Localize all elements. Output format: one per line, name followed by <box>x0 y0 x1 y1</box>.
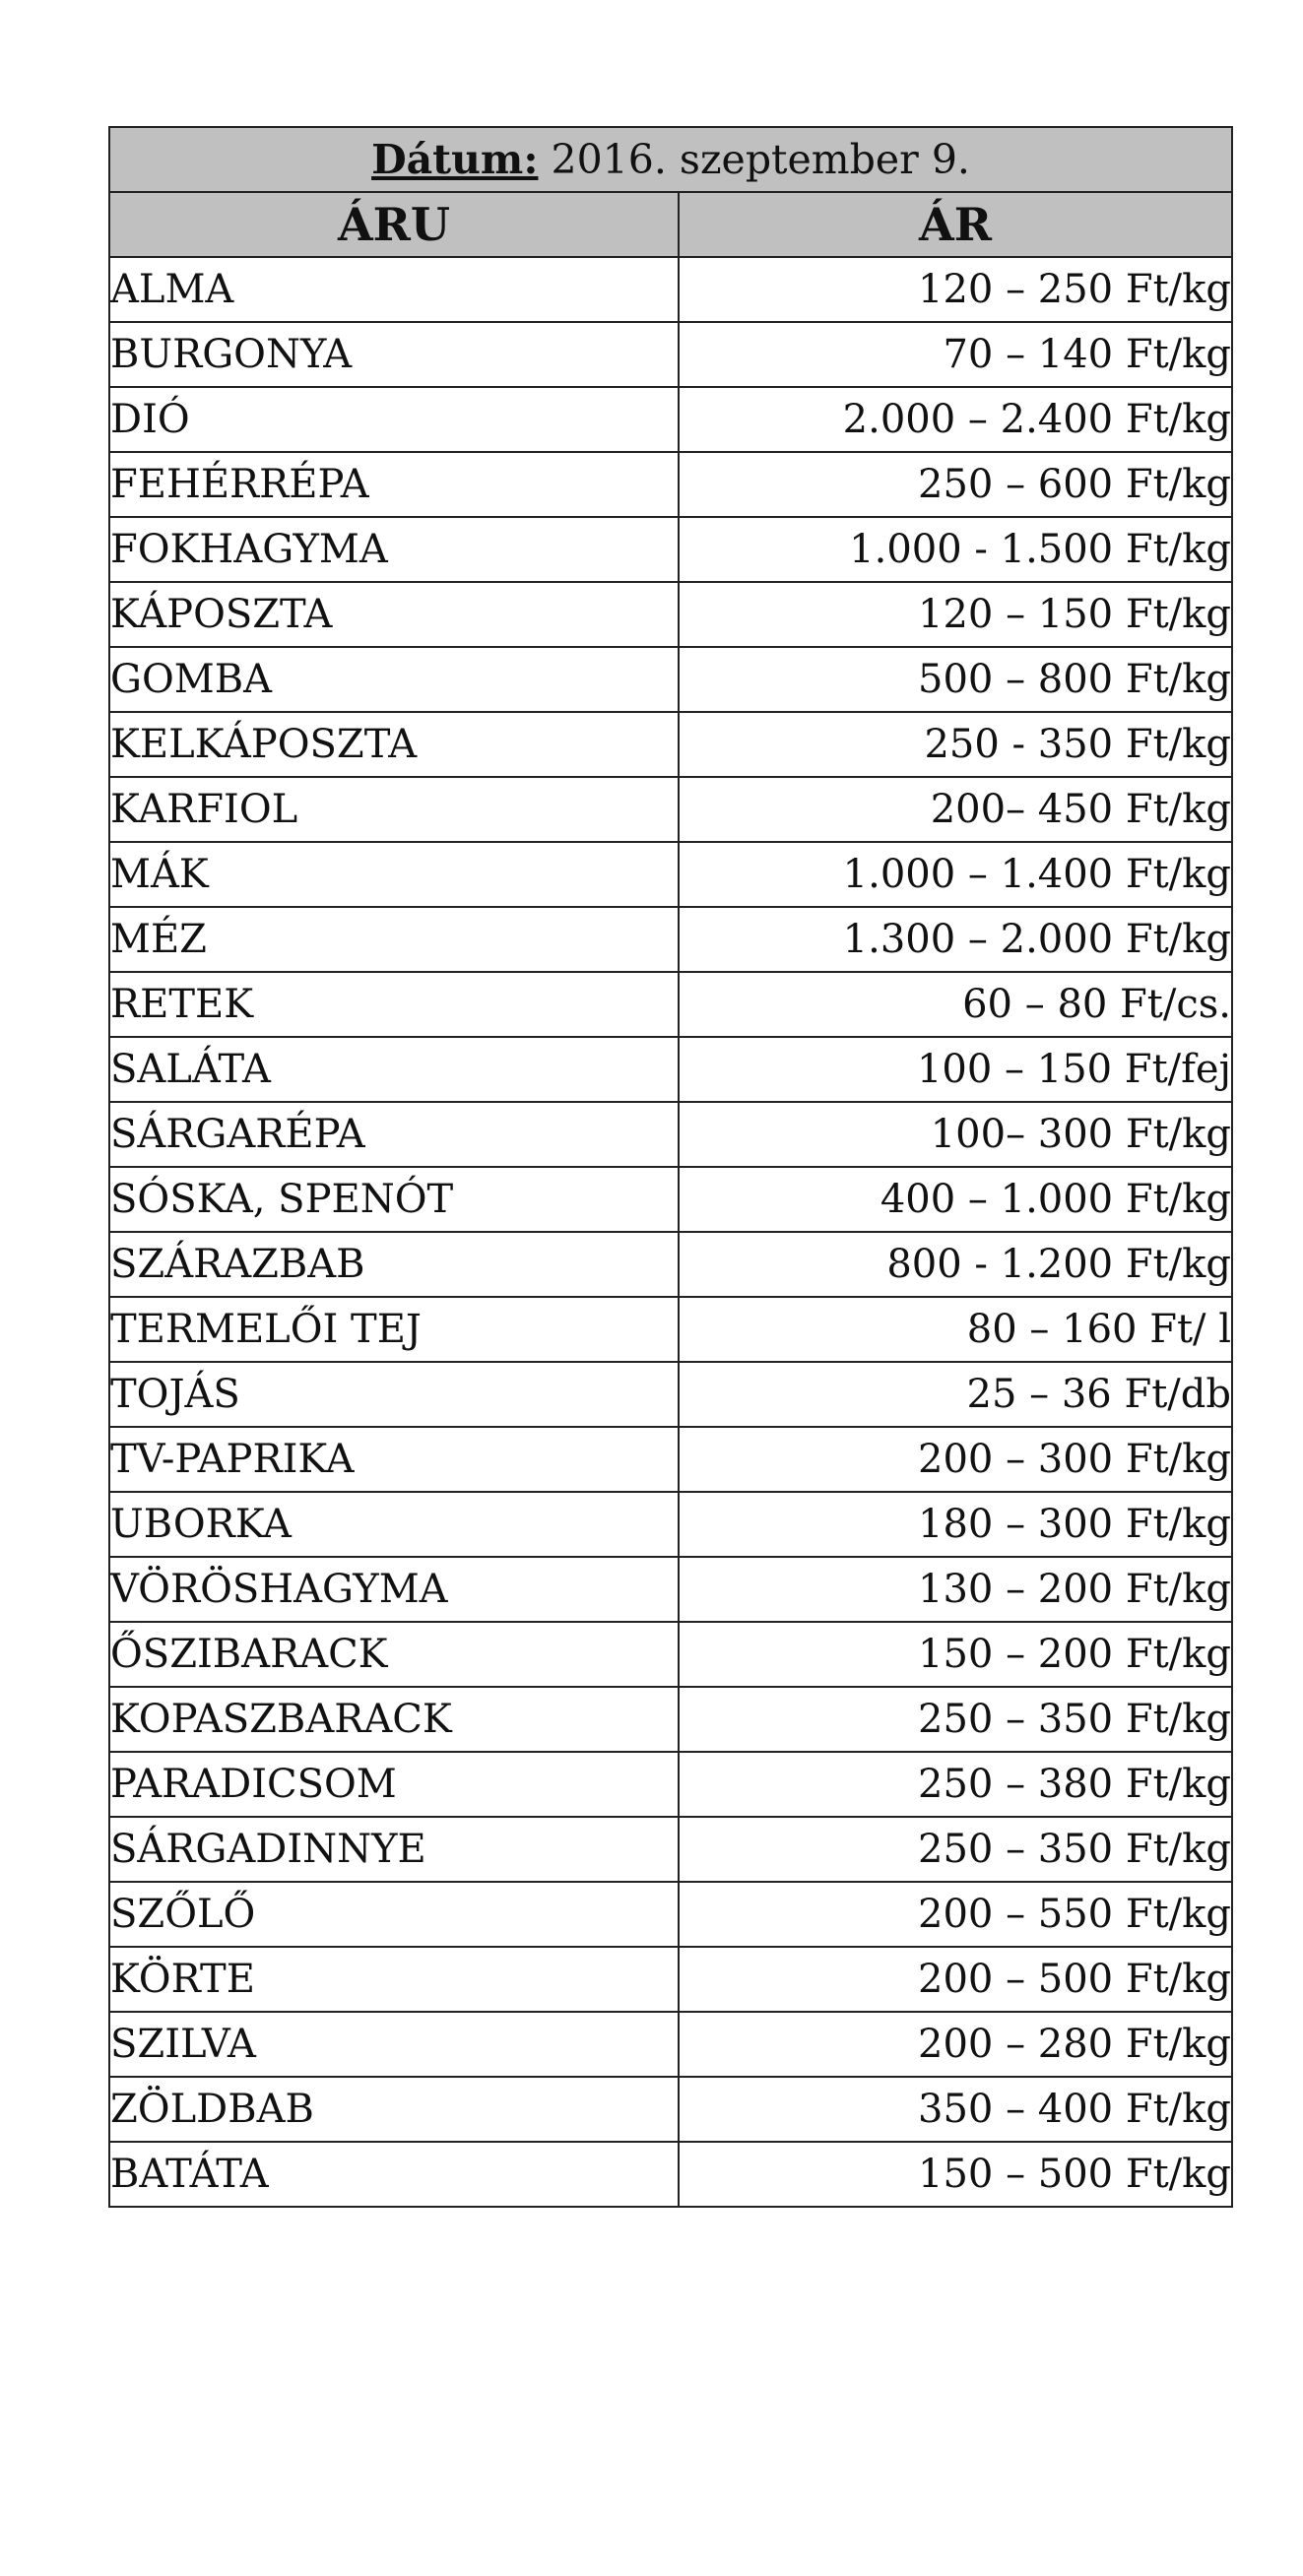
item-price-cell: 200 – 300 Ft/kg <box>679 1427 1232 1492</box>
item-price-cell: 200 – 280 Ft/kg <box>679 2012 1232 2077</box>
table-row <box>109 2012 1232 2077</box>
table-row <box>109 1167 1232 1232</box>
item-name-cell: BURGONYA <box>109 322 679 387</box>
item-name-cell: FEHÉRRÉPA <box>109 452 679 517</box>
item-name-cell: ALMA <box>109 257 679 322</box>
item-name-cell: SÁRGADINNYE <box>109 1817 679 1882</box>
item-price-cell: 1.300 – 2.000 Ft/kg <box>679 907 1232 972</box>
date-value: 2016. szeptember 9. <box>551 136 970 183</box>
table-row <box>109 322 1232 387</box>
item-name-cell: SZÁRAZBAB <box>109 1232 679 1297</box>
item-price-cell: 180 – 300 Ft/kg <box>679 1492 1232 1557</box>
item-price-cell: 200 – 500 Ft/kg <box>679 1947 1232 2012</box>
table-row <box>109 1037 1232 1102</box>
item-price-cell: 60 – 80 Ft/cs. <box>679 972 1232 1037</box>
item-price-cell: 1.000 - 1.500 Ft/kg <box>679 517 1232 582</box>
item-price-cell: 120 – 150 Ft/kg <box>679 582 1232 647</box>
item-price-cell: 250 – 350 Ft/kg <box>679 1817 1232 1882</box>
item-name-cell: MÉZ <box>109 907 679 972</box>
item-price-cell: 70 – 140 Ft/kg <box>679 322 1232 387</box>
item-price-cell: 150 – 500 Ft/kg <box>679 2142 1232 2207</box>
item-price-cell: 100 – 150 Ft/fej <box>679 1037 1232 1102</box>
item-price-cell: 250 – 350 Ft/kg <box>679 1687 1232 1752</box>
table-row <box>109 1232 1232 1297</box>
item-name-cell: GOMBA <box>109 647 679 712</box>
table-row <box>109 257 1232 322</box>
item-price-cell: 2.000 – 2.400 Ft/kg <box>679 387 1232 452</box>
price-table <box>108 126 1233 2208</box>
column-header-row <box>109 192 1232 257</box>
table-row <box>109 1882 1232 1947</box>
table-row <box>109 972 1232 1037</box>
table-row <box>109 1102 1232 1167</box>
item-name-cell: KARFIOL <box>109 777 679 842</box>
table-row <box>109 387 1232 452</box>
item-price-cell: 100– 300 Ft/kg <box>679 1102 1232 1167</box>
item-name-cell: BATÁTA <box>109 2142 679 2207</box>
table-row <box>109 1362 1232 1427</box>
item-name-cell: DIÓ <box>109 387 679 452</box>
table-row <box>109 582 1232 647</box>
table-row <box>109 517 1232 582</box>
table-row <box>109 1427 1232 1492</box>
item-price-cell: 130 – 200 Ft/kg <box>679 1557 1232 1622</box>
table-row <box>109 1297 1232 1362</box>
item-price-cell: 250 – 380 Ft/kg <box>679 1752 1232 1817</box>
table-row <box>109 452 1232 517</box>
item-name-cell: SZILVA <box>109 2012 679 2077</box>
item-name-cell: MÁK <box>109 842 679 907</box>
item-price-cell: 80 – 160 Ft/ l <box>679 1297 1232 1362</box>
item-name-cell: FOKHAGYMA <box>109 517 679 582</box>
item-name-cell: SÓSKA, SPENÓT <box>109 1167 679 1232</box>
item-price-cell: 25 – 36 Ft/db <box>679 1362 1232 1427</box>
date-cell <box>109 127 1232 192</box>
item-name-cell: TERMELŐI TEJ <box>109 1297 679 1362</box>
table-row <box>109 842 1232 907</box>
table-row <box>109 1622 1232 1687</box>
item-price-cell: 150 – 200 Ft/kg <box>679 1622 1232 1687</box>
item-price-cell: 500 – 800 Ft/kg <box>679 647 1232 712</box>
price-list-document <box>108 126 1231 2208</box>
table-row <box>109 1752 1232 1817</box>
table-row <box>109 1687 1232 1752</box>
item-name-cell: VÖRÖSHAGYMA <box>109 1557 679 1622</box>
item-price-cell: 400 – 1.000 Ft/kg <box>679 1167 1232 1232</box>
item-price-cell: 800 - 1.200 Ft/kg <box>679 1232 1232 1297</box>
table-row <box>109 1557 1232 1622</box>
item-name-cell: SALÁTA <box>109 1037 679 1102</box>
item-name-cell: SÁRGARÉPA <box>109 1102 679 1167</box>
item-name-cell: PARADICSOM <box>109 1752 679 1817</box>
item-name-cell: KÁPOSZTA <box>109 582 679 647</box>
item-price-cell: 250 – 600 Ft/kg <box>679 452 1232 517</box>
column-header-item: ÁRU <box>109 192 679 257</box>
table-row <box>109 647 1232 712</box>
table-row <box>109 2077 1232 2142</box>
table-row <box>109 1817 1232 1882</box>
table-row <box>109 1947 1232 2012</box>
item-name-cell: KÖRTE <box>109 1947 679 2012</box>
item-name-cell: ŐSZIBARACK <box>109 1622 679 1687</box>
table-row <box>109 2142 1232 2207</box>
item-price-cell: 250 - 350 Ft/kg <box>679 712 1232 777</box>
table-row <box>109 1492 1232 1557</box>
date-label: Dátum: <box>371 136 539 183</box>
item-name-cell: RETEK <box>109 972 679 1037</box>
date-row <box>109 127 1232 192</box>
item-price-cell: 120 – 250 Ft/kg <box>679 257 1232 322</box>
item-price-cell: 350 – 400 Ft/kg <box>679 2077 1232 2142</box>
item-price-cell: 200– 450 Ft/kg <box>679 777 1232 842</box>
item-name-cell: SZŐLŐ <box>109 1882 679 1947</box>
item-name-cell: KOPASZBARACK <box>109 1687 679 1752</box>
column-header-price: ÁR <box>679 192 1232 257</box>
table-row <box>109 712 1232 777</box>
item-price-cell: 200 – 550 Ft/kg <box>679 1882 1232 1947</box>
table-row <box>109 907 1232 972</box>
item-price-cell: 1.000 – 1.400 Ft/kg <box>679 842 1232 907</box>
item-name-cell: UBORKA <box>109 1492 679 1557</box>
table-row <box>109 777 1232 842</box>
item-name-cell: KELKÁPOSZTA <box>109 712 679 777</box>
item-name-cell: ZÖLDBAB <box>109 2077 679 2142</box>
item-name-cell: TV-PAPRIKA <box>109 1427 679 1492</box>
item-name-cell: TOJÁS <box>109 1362 679 1427</box>
